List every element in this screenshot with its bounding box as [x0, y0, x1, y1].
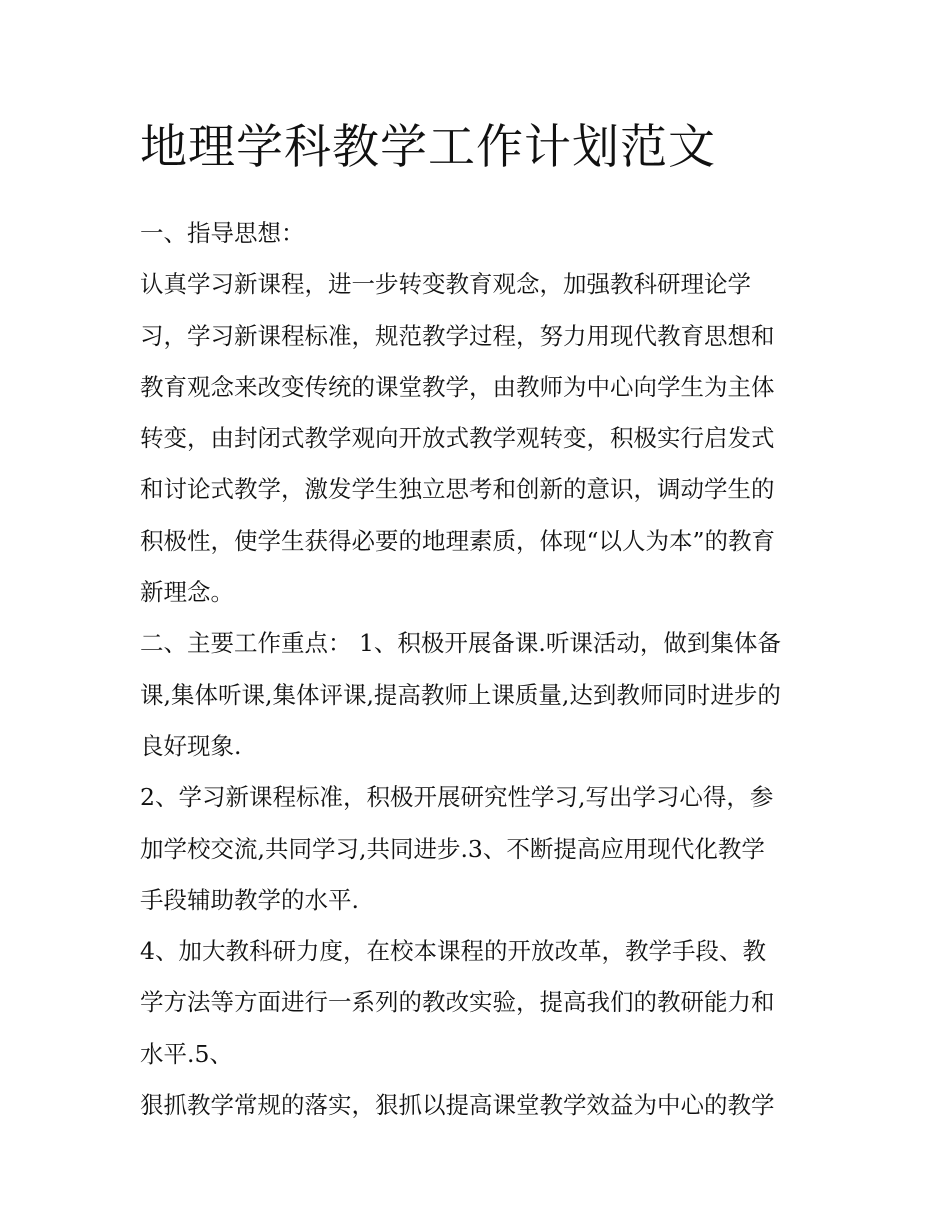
text-line: 新理念。 — [140, 578, 234, 607]
text-line: 认真学习新课程，进一步转变教育观念，加强教科研理论学 — [140, 270, 751, 299]
text-line: 水平.5、 — [140, 1039, 233, 1068]
text-line: 加学校交流,共同学习,共同进步.3、不断提高应用现代化教学 — [140, 834, 765, 863]
paragraph-work-focus — [140, 618, 820, 772]
text-line: 转变，由封闭式教学观向开放式教学观转变，积极实行启发式 — [140, 424, 775, 453]
paragraph-item-4-5 — [140, 926, 820, 1080]
paragraph-guiding-ideology — [140, 259, 820, 618]
text-line: 积极性，使学生获得必要的地理素质，体现“以人为本”的教育 — [140, 526, 776, 555]
text-line: 一、指导思想： — [140, 219, 305, 247]
text-line: 手段辅助教学的水平. — [140, 885, 359, 914]
text-line: 4、加大教科研力度，在校本课程的开放改革，教学手段、教 — [140, 937, 766, 966]
document-page — [140, 110, 820, 1131]
text-line: 课,集体听课,集体评课,提高教师上课质量,达到教师同时进步的 — [140, 680, 781, 709]
document-title: 地理学科教学工作计划范文 — [140, 120, 716, 175]
text-line: 二、主要工作重点： 1、积极开展备课.听课活动，做到集体备 — [140, 629, 781, 658]
text-line: 狠抓教学常规的落实，狠抓以提高课堂教学效益为中心的教学 — [140, 1091, 775, 1120]
text-line: 和讨论式教学，激发学生独立思考和创新的意识，调动学生的 — [140, 475, 775, 504]
text-line: 教育观念来改变传统的课堂教学，由教师为中心向学生为主体 — [140, 372, 775, 401]
text-line: 习，学习新课程标准，规范教学过程，努力用现代教育思想和 — [140, 321, 775, 350]
text-line: 2、学习新课程标准，积极开展研究性学习,写出学习心得，参 — [140, 783, 774, 812]
text-line: 良好现象. — [140, 731, 242, 760]
paragraph-teaching-routine — [140, 1080, 820, 1131]
section-heading-guiding-ideology — [140, 208, 820, 259]
paragraph-item-2-3 — [140, 772, 820, 926]
text-line: 学方法等方面进行一系列的教改实验，提高我们的教研能力和 — [140, 988, 775, 1017]
